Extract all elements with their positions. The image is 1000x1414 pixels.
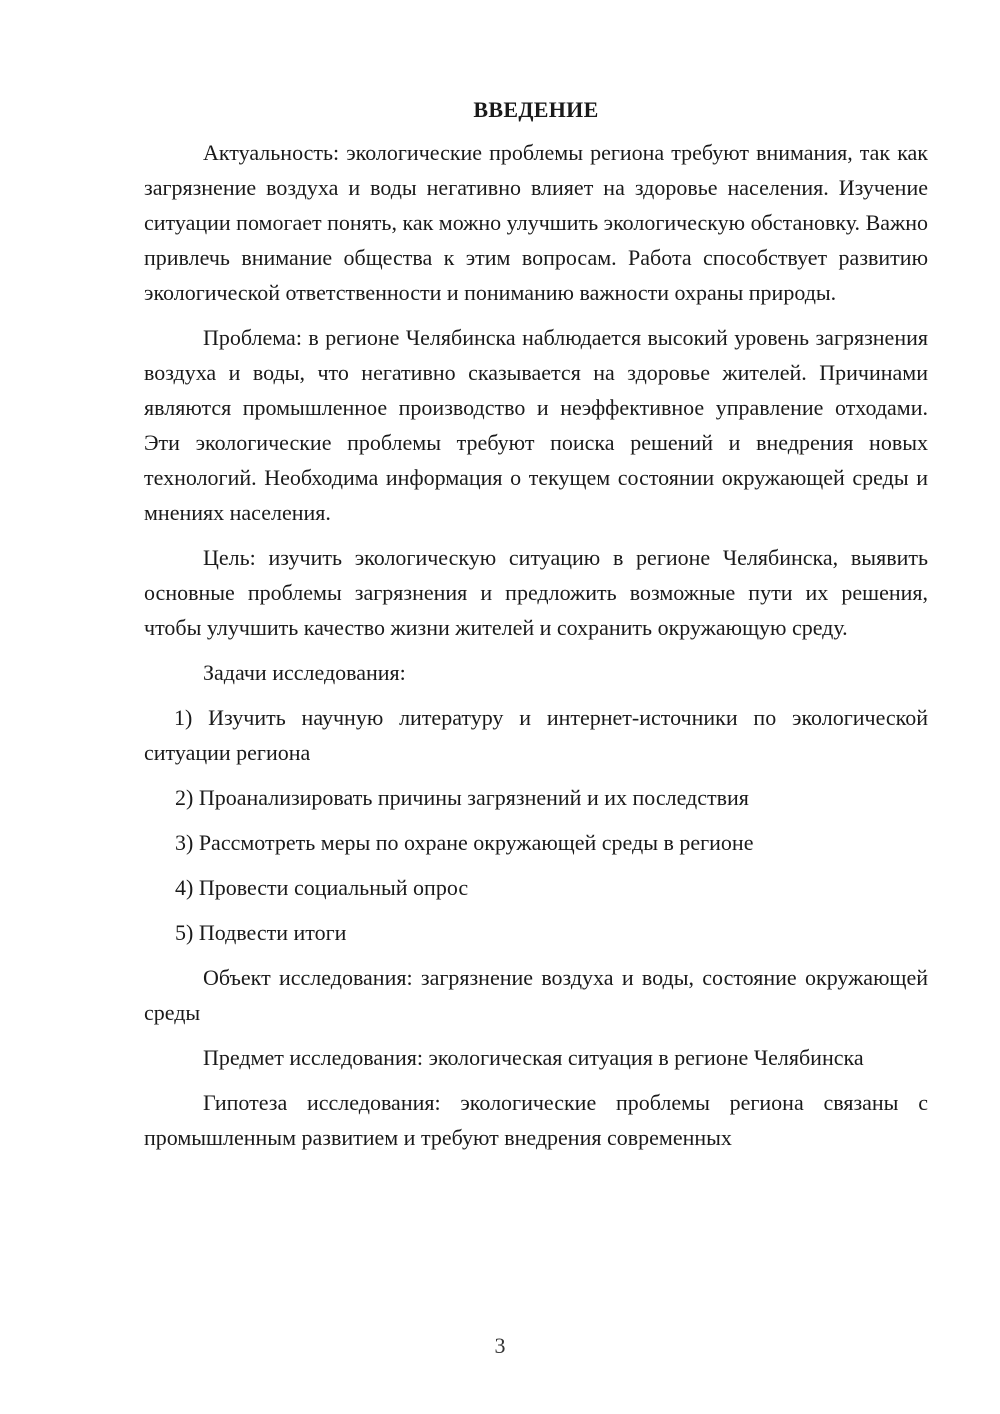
task-item: 5) Подвести итоги xyxy=(175,920,347,945)
document-page xyxy=(144,92,928,1155)
task-item: 4) Провести социальный опрос xyxy=(175,875,469,900)
section-heading: ВВЕДЕНИЕ xyxy=(473,97,599,122)
hypothesis-paragraph: Гипотеза исследования: экологические проблемы региона связаны с промышленным развитием и требуют внедрения современных xyxy=(144,1090,928,1150)
task-item: 3) Рассмотреть меры по охране окружающей среды в регионе xyxy=(175,830,754,855)
problem-paragraph: Проблема: в регионе Челябинска наблюдается высокий уровень загрязнения воздуха и воды, что негативно сказывается на здоровье жителей. Причинами являются промышленное производство и неэффективное управление отходами. Эти экологические проблемы требуют поиска решений и внедрения новых технологий. Необходима информация о текущем состоянии окружающей среды и мнениях населения. xyxy=(144,325,928,525)
page-number: 3 xyxy=(494,1333,506,1358)
task-item: 2) Проанализировать причины загрязнений и их последствия xyxy=(175,785,749,810)
goal-paragraph: Цель: изучить экологическую ситуацию в регионе Челябинска, выявить основные проблемы загрязнения и предложить возможные пути их решения, чтобы улучшить качество жизни жителей и сохранить окружающую среду. xyxy=(144,545,928,640)
tasks-list xyxy=(144,700,928,950)
relevance-paragraph: Актуальность: экологические проблемы региона требуют внимания, так как загрязнение воздуха и воды негативно влияет на здоровье населения. Изучение ситуации помогает понять, как можно улучшить экологическую обстановку. Важно привлечь внимание общества к этим вопросам. Работа способствует развитию экологической ответственности и пониманию важности охраны природы. xyxy=(144,140,928,305)
task-item: 1) Изучить научную литературу и интернет-источники по экологической ситуации региона xyxy=(144,705,928,765)
object-paragraph: Объект исследования: загрязнение воздуха и воды, состояние окружающей среды xyxy=(144,965,928,1025)
tasks-title: Задачи исследования: xyxy=(203,660,406,685)
subject-paragraph: Предмет исследования: экологическая ситуация в регионе Челябинска xyxy=(203,1045,864,1070)
